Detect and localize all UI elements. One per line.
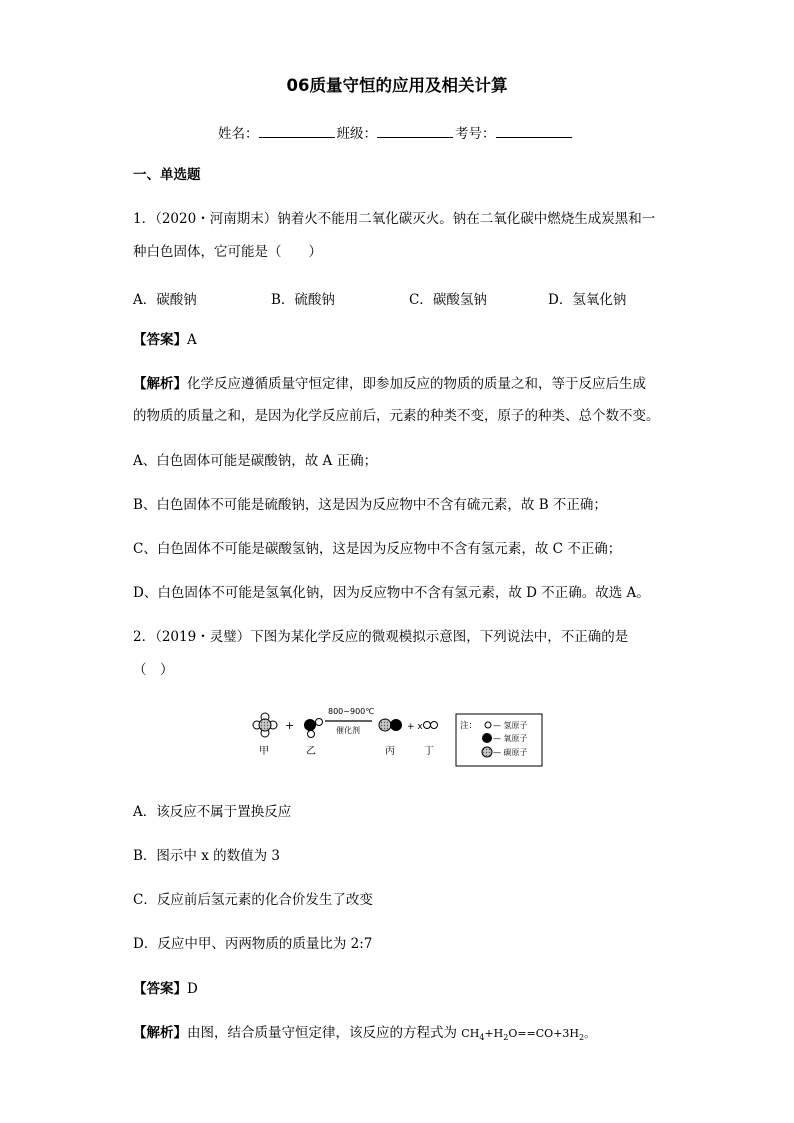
student-info-line bbox=[218, 122, 574, 142]
name-blank bbox=[259, 125, 335, 138]
label-jia: 甲 bbox=[259, 746, 269, 757]
legend-box bbox=[456, 714, 542, 766]
q1-stem-line1: 1．（2020・河南期末）钠着火不能用二氧化碳灭火。钠在二氧化碳中燃烧生成炭黑和一 bbox=[133, 211, 656, 227]
label-yi: 乙 bbox=[306, 746, 316, 757]
q1-point-b: B、白色固体不可能是硫酸钠，这是因为反应物中不含有硫元素，故 B 不正确； bbox=[133, 497, 607, 513]
plus-sign-1: + bbox=[285, 719, 295, 732]
q1-stem-line2: 种白色固体，它可能是（ ） bbox=[133, 244, 322, 260]
q2-stem-line2: （ ） bbox=[133, 662, 174, 678]
page-title: 06质量守恒的应用及相关计算 bbox=[286, 76, 508, 95]
q2-option-a: A．该反应不属于置换反应 bbox=[133, 804, 292, 820]
q2-stem-line1: 2．（2019・灵璧）下图为某化学反应的微观模拟示意图，下列说法中，不正确的是 bbox=[133, 629, 629, 645]
q1-option-d: D．氢氧化钠 bbox=[548, 292, 627, 308]
class-label: 班级： bbox=[336, 126, 377, 142]
q2-option-b: B．图示中 x 的数值为 3 bbox=[133, 848, 280, 864]
condition-temperature: 800~900℃ bbox=[328, 707, 375, 716]
legend-oxygen: — 氧原子 bbox=[493, 734, 528, 743]
oxygen-atom-swatch bbox=[482, 733, 492, 743]
answer-value: A bbox=[187, 332, 197, 348]
water-molecule bbox=[304, 719, 323, 738]
q1-point-a: A、白色固体可能是碳酸钠，故 A 正确； bbox=[133, 453, 378, 469]
legend-carbon: — 碳原子 bbox=[493, 748, 528, 757]
exam-number-blank bbox=[496, 125, 572, 138]
q1-option-a: A．碳酸钠 bbox=[133, 292, 197, 308]
q2-analysis bbox=[133, 1024, 595, 1047]
class-blank bbox=[377, 125, 453, 138]
chemical-equation: $CH_4+H_2O==CO+3H_2$。 bbox=[461, 1027, 596, 1043]
answer-value: D bbox=[187, 981, 198, 997]
analysis-text: 化学反应遵循质量守恒定律，即参加反应的物质的质量之和，等于反应后生成 bbox=[187, 376, 646, 392]
hydrogen-atom-swatch bbox=[485, 722, 491, 728]
q1-option-b: B．硫酸钠 bbox=[271, 292, 335, 308]
answer-label: 【答案】 bbox=[133, 332, 187, 348]
carbon-atom-swatch bbox=[482, 747, 492, 757]
q1-point-c: C、白色固体不可能是碳酸氢钠，这是因为反应物中不含有氢元素，故 C 不正确； bbox=[133, 541, 622, 557]
plus-x-label: + x bbox=[407, 722, 423, 732]
q1-analysis-line1 bbox=[133, 375, 646, 393]
exam-number-label: 考号： bbox=[455, 126, 496, 142]
q1-answer bbox=[133, 331, 197, 349]
name-label: 姓名： bbox=[218, 126, 259, 142]
analysis-label: 【解析】 bbox=[133, 1025, 187, 1041]
q1-option-c: C．碳酸氢钠 bbox=[409, 292, 487, 308]
hydrogen-molecule bbox=[424, 722, 438, 729]
carbon-monoxide-molecule bbox=[379, 719, 402, 731]
methane-molecule bbox=[253, 713, 277, 737]
legend-hydrogen: — 氢原子 bbox=[493, 721, 528, 730]
section-heading: 一、单选题 bbox=[133, 167, 201, 183]
label-ding: 丁 bbox=[424, 746, 434, 757]
q1-point-d: D、白色固体不可能是氢氧化钠，因为反应物中不含有氢元素，故 D 不正确。故选 A。 bbox=[133, 585, 650, 601]
q2-option-c: C．反应前后氢元素的化合价发生了改变 bbox=[133, 892, 373, 908]
analysis-label: 【解析】 bbox=[133, 376, 187, 392]
analysis-text: 由图，结合质量守恒定律，该反应的方程式为 bbox=[187, 1025, 462, 1041]
answer-label: 【答案】 bbox=[133, 981, 187, 997]
q1-analysis-line2: 的物质的质量之和，是因为化学反应前后，元素的种类不变，原子的种类、总个数不变。 bbox=[133, 408, 660, 424]
label-bing: 丙 bbox=[385, 746, 395, 757]
legend-title: 注： bbox=[460, 721, 478, 731]
q2-option-d: D．反应中甲、丙两物质的质量比为 2:7 bbox=[133, 936, 373, 952]
reaction-diagram bbox=[245, 703, 550, 773]
condition-catalyst: 催化剂 bbox=[336, 726, 360, 735]
q2-answer bbox=[133, 980, 198, 998]
